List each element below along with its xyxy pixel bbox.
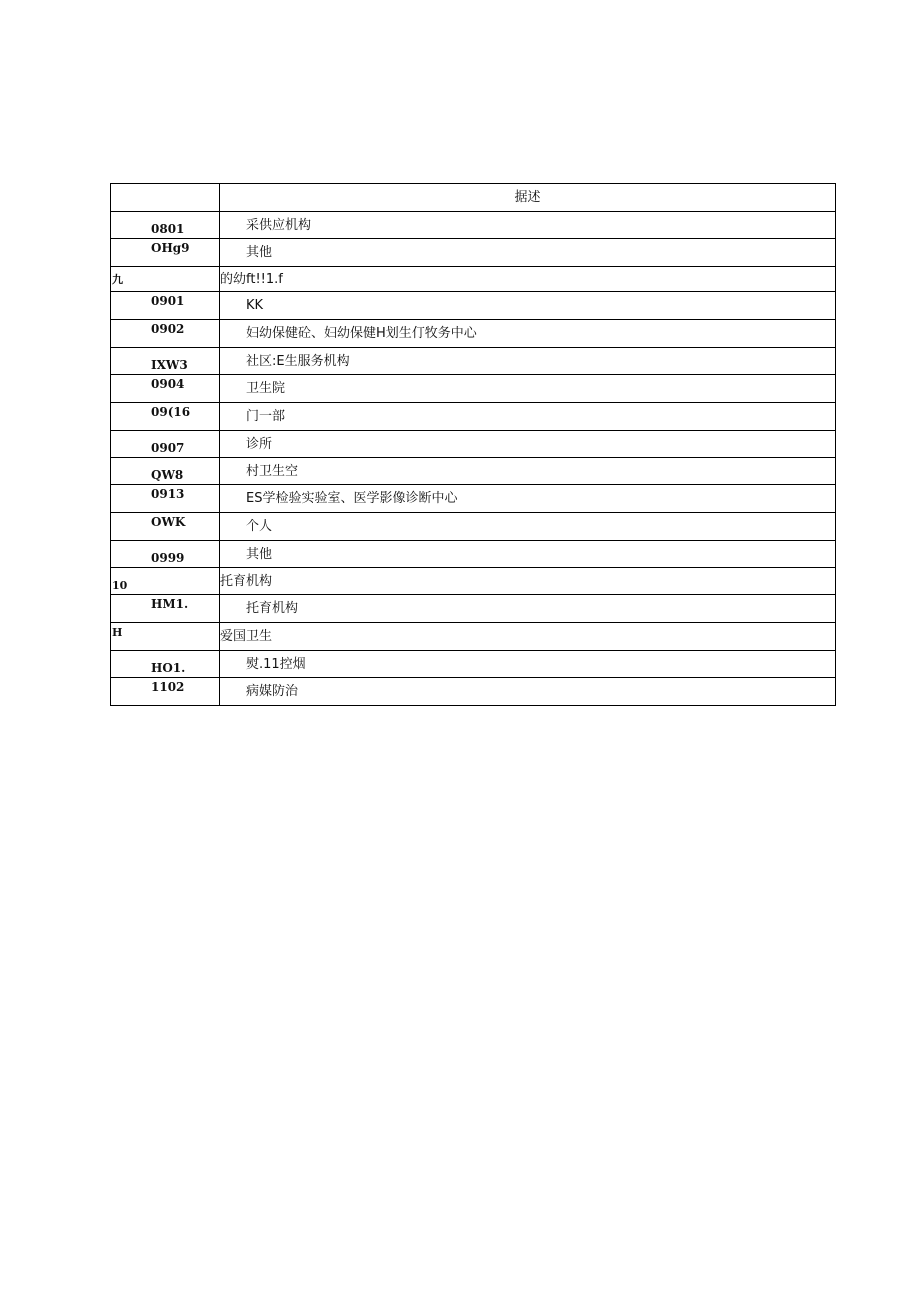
row-code: OHg9 <box>111 239 220 267</box>
table-row <box>111 267 836 292</box>
table-row <box>111 595 836 623</box>
row-description: 卫生院 <box>220 375 836 403</box>
table-row <box>111 513 836 541</box>
table-row <box>111 458 836 485</box>
row-code: 九 <box>111 267 220 292</box>
table-row <box>111 375 836 403</box>
row-description: 村卫生空 <box>220 458 836 485</box>
table-row <box>111 651 836 678</box>
row-code: OWK <box>111 513 220 541</box>
row-code: 0901 <box>111 292 220 320</box>
table-header-row <box>111 184 836 212</box>
row-description: 托育机构 <box>220 568 836 595</box>
row-code: QW8 <box>111 458 220 485</box>
row-code: 09(16 <box>111 403 220 431</box>
row-description: 个人 <box>220 513 836 541</box>
row-code: 0904 <box>111 375 220 403</box>
row-code: 0907 <box>111 431 220 458</box>
table-row <box>111 623 836 651</box>
row-description: 妇幼保健砼、妇幼保健H划生仃牧务中心 <box>220 320 836 348</box>
table-row <box>111 431 836 458</box>
table-row <box>111 485 836 513</box>
table-row <box>111 403 836 431</box>
row-code: 0913 <box>111 485 220 513</box>
row-code: IXW3 <box>111 348 220 375</box>
table-row <box>111 568 836 595</box>
row-description: 门一部 <box>220 403 836 431</box>
row-description: 的幼ft!!1.f <box>220 267 836 292</box>
table-row <box>111 320 836 348</box>
row-description: KK <box>220 292 836 320</box>
table-row <box>111 239 836 267</box>
row-description: 爱国卫生 <box>220 623 836 651</box>
row-description: 诊所 <box>220 431 836 458</box>
row-code: 0999 <box>111 541 220 568</box>
row-code: H <box>111 623 220 651</box>
row-description: ES学检验实验室、医学影像诊断中心 <box>220 485 836 513</box>
header-description-cell: 据述 <box>220 184 836 212</box>
header-code-cell <box>111 184 220 212</box>
row-description: 社区:E生服务机构 <box>220 348 836 375</box>
row-description: 熨.11控烟 <box>220 651 836 678</box>
table-row <box>111 678 836 706</box>
row-code: 1102 <box>111 678 220 706</box>
table-row <box>111 292 836 320</box>
table-row <box>111 348 836 375</box>
row-description: 托育机构 <box>220 595 836 623</box>
classification-table <box>110 183 836 706</box>
row-description: 其他 <box>220 239 836 267</box>
table-row <box>111 212 836 239</box>
row-code: HO1. <box>111 651 220 678</box>
row-description: 采供应机构 <box>220 212 836 239</box>
table-row <box>111 541 836 568</box>
row-code: HM1. <box>111 595 220 623</box>
row-description: 病媒防治 <box>220 678 836 706</box>
row-code: 10 <box>111 568 220 595</box>
row-description: 其他 <box>220 541 836 568</box>
row-code: 0902 <box>111 320 220 348</box>
row-code: 0801 <box>111 212 220 239</box>
